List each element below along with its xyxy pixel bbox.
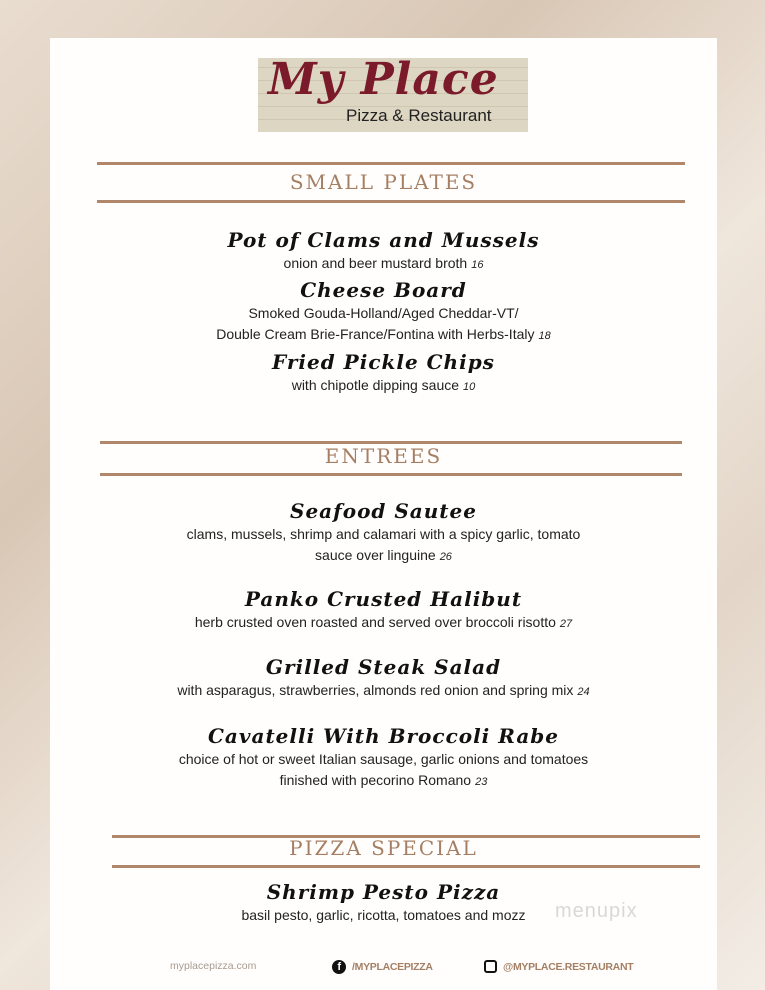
instagram-icon <box>484 960 497 973</box>
menu-item <box>50 723 717 793</box>
instagram-link[interactable] <box>484 960 633 973</box>
logo-script: My Place <box>268 54 499 105</box>
item-price: 27 <box>559 618 573 630</box>
facebook-handle: /MYPLACEPIZZA <box>352 961 433 973</box>
section-title-entrees: ENTREES <box>324 444 443 468</box>
item-desc: herb crusted oven roasted and served over broccoli risotto <box>194 614 556 630</box>
item-desc: Double Cream Brie-France/Fontina with Herbs-Italy <box>216 326 535 342</box>
item-price: 26 <box>439 551 452 563</box>
item-desc: basil pesto, garlic, ricotta, tomatoes and mozz <box>241 907 526 923</box>
item-price: 16 <box>471 259 484 271</box>
restaurant-logo <box>258 54 528 132</box>
divider <box>97 162 685 165</box>
item-name: Cavatelli With Broccoli Rabe <box>207 724 559 748</box>
item-price: 10 <box>463 381 476 393</box>
facebook-icon: f <box>332 960 346 974</box>
item-desc: clams, mussels, shrimp and calamari with a spicy garlic, tomato <box>186 526 581 542</box>
item-desc: with chipotle dipping sauce <box>291 377 460 393</box>
divider <box>97 200 685 203</box>
item-name: Shrimp Pesto Pizza <box>266 880 501 904</box>
facebook-link[interactable] <box>332 960 433 974</box>
menu-card <box>50 38 717 990</box>
item-name: Grilled Steak Salad <box>265 655 502 679</box>
section-title-small-plates: SMALL PLATES <box>289 170 478 194</box>
item-price: 24 <box>577 686 590 698</box>
menu-item <box>50 654 717 703</box>
item-name: Seafood Sautee <box>290 499 477 523</box>
item-price: 23 <box>475 776 488 788</box>
divider <box>112 865 700 868</box>
item-price: 18 <box>538 330 551 342</box>
watermark: menupix <box>555 900 638 922</box>
item-desc: onion and beer mustard broth <box>283 255 468 271</box>
menu-item <box>50 586 717 635</box>
item-name: Cheese Board <box>300 278 467 302</box>
item-name: Pot of Clams and Mussels <box>227 228 540 252</box>
divider <box>100 473 682 476</box>
item-desc: with asparagus, strawberries, almonds red onion and spring mix <box>177 682 574 698</box>
section-title-pizza-special: PIZZA SPECIAL <box>289 836 478 860</box>
item-desc: sauce over linguine <box>315 547 436 563</box>
menu-item <box>50 349 717 398</box>
menu-item <box>50 227 717 276</box>
logo-subtitle: Pizza & Restaurant <box>346 106 492 125</box>
item-desc: Smoked Gouda-Holland/Aged Cheddar-VT/ <box>248 305 519 321</box>
item-desc: choice of hot or sweet Italian sausage, garlic onions and tomatoes <box>178 751 589 767</box>
instagram-handle: @MYPLACE.RESTAURANT <box>503 960 634 973</box>
menu-item <box>50 498 717 568</box>
item-name: Fried Pickle Chips <box>272 350 495 374</box>
website-link[interactable]: myplacepizza.com <box>170 960 257 972</box>
item-name: Panko Crusted Halibut <box>244 587 523 611</box>
menu-item <box>50 277 717 347</box>
item-desc: finished with pecorino Romano <box>279 772 472 788</box>
